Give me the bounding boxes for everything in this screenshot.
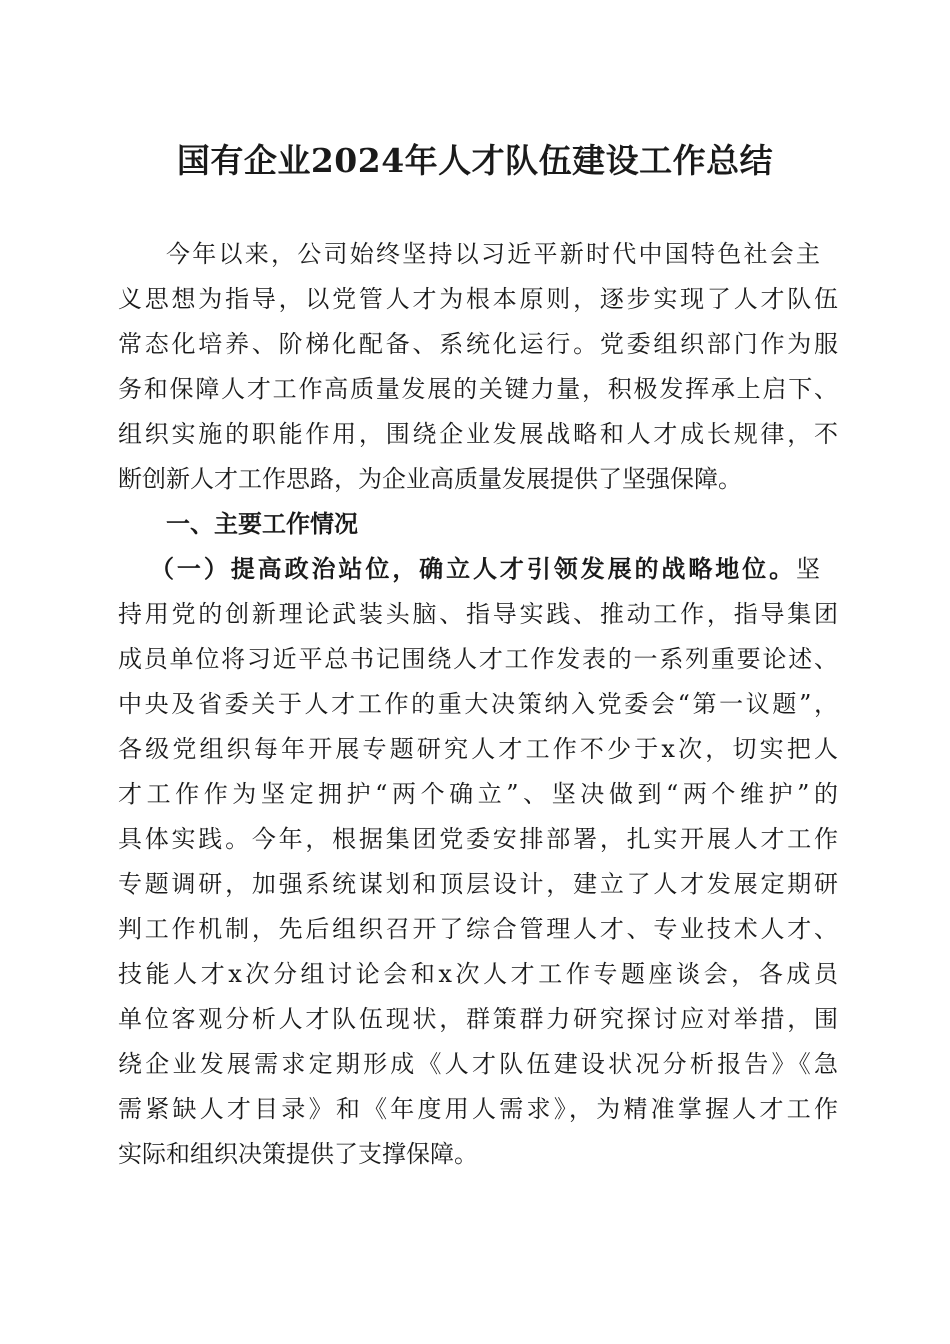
document-title: 国有企业2024年人才队伍建设工作总结 — [176, 141, 774, 180]
intro-line: 务和保障人才工作高质量发展的关键力量，积极发挥承上启下、 — [118, 375, 838, 403]
subsection-heading: （一）提高政治站位，确立人才引领发展的战略地位。 — [150, 554, 796, 583]
intro-line: 今年以来，公司始终坚持以习近平新时代中国特色社会主 — [166, 240, 820, 268]
body-line: 持用党的创新理论武装头脑、指导实践、推动工作，指导集团 — [118, 600, 838, 628]
subsection-first-tail: 坚 — [796, 555, 820, 583]
body-line: 专题调研，加强系统谋划和顶层设计，建立了人才发展定期研 — [118, 870, 838, 898]
body-line: 才工作作为坚定拥护“两个确立”、坚决做到“两个维护”的 — [118, 780, 838, 808]
body-line: 具体实践。今年，根据集团党委安排部署，扎实开展人才工作 — [118, 825, 838, 853]
body-line: 绕企业发展需求定期形成《人才队伍建设状况分析报告》《急 — [118, 1050, 838, 1078]
body-line: 实际和组织决策提供了支撑保障。 — [118, 1140, 478, 1168]
section-heading: 一、主要工作情况 — [166, 509, 358, 538]
body-line: 技能人才x次分组讨论会和x次人才工作专题座谈会，各成员 — [118, 960, 838, 988]
body-line: 判工作机制，先后组织召开了综合管理人才、专业技术人才、 — [118, 915, 838, 943]
body-line: 单位客观分析人才队伍现状，群策群力研究探讨应对举措，围 — [118, 1005, 838, 1033]
body-line: 需紧缺人才目录》和《年度用人需求》，为精准掌握人才工作 — [118, 1095, 838, 1123]
body-line: 中央及省委关于人才工作的重大决策纳入党委会“第一议题”， — [118, 690, 838, 718]
intro-line: 常态化培养、阶梯化配备、系统化运行。党委组织部门作为服 — [118, 330, 838, 358]
intro-line: 组织实施的职能作用，围绕企业发展战略和人才成长规律，不 — [118, 420, 838, 448]
intro-line: 义思想为指导，以党管人才为根本原则，逐步实现了人才队伍 — [118, 285, 838, 313]
body-line: 成员单位将习近平总书记围绕人才工作发表的一系列重要论述、 — [118, 645, 838, 673]
subsection-first-line — [150, 549, 820, 589]
intro-line: 断创新人才工作思路，为企业高质量发展提供了坚强保障。 — [118, 465, 742, 493]
body-line: 各级党组织每年开展专题研究人才工作不少于x次，切实把人 — [118, 735, 838, 763]
